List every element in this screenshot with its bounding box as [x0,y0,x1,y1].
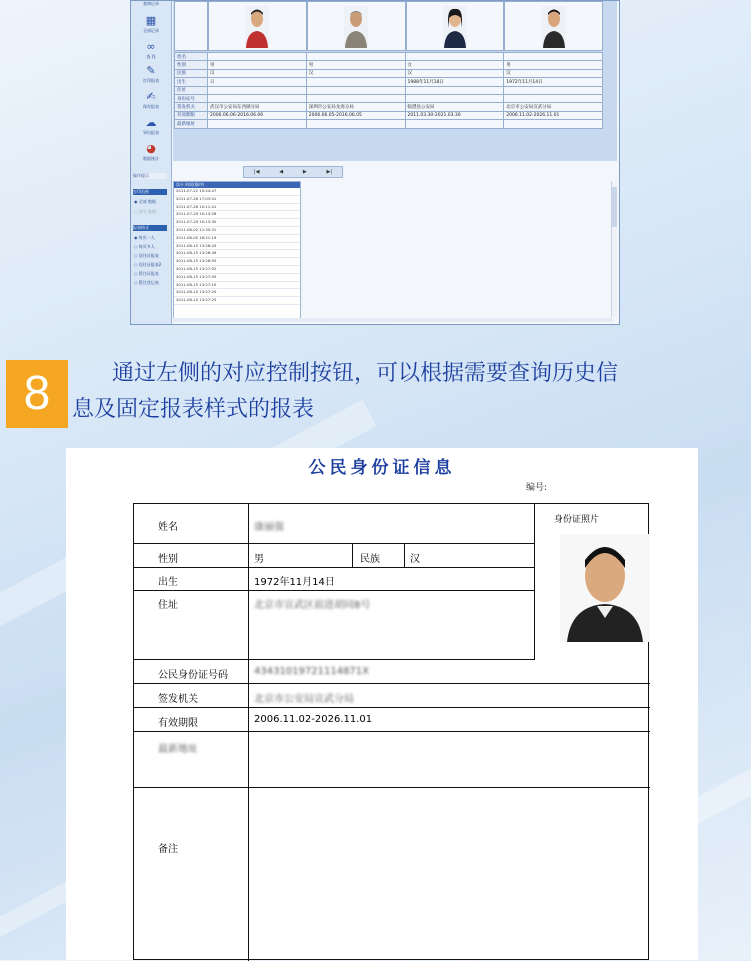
record-cell[interactable] [405,53,504,61]
photo-row-header [174,1,208,51]
format-option-1[interactable]: ◉ 每页一人 [134,235,155,240]
person-photo [542,6,566,48]
sidebar-label: 导出报表 [143,130,159,135]
record-row-label: 姓名 [175,53,208,61]
record-cell[interactable]: 男 [504,61,603,69]
export-report-button[interactable] [135,117,167,136]
id-number-label: 公民身份证号码 [158,670,228,681]
id-number-value: 43431019721114871X [254,666,370,677]
gender-label: 性别 [158,554,178,565]
first-record-button[interactable]: |◀ [253,169,260,175]
record-row [175,86,603,94]
print-range-header: 打印范围 [133,189,167,195]
authority-value: 北京市公安局宣武分局 [254,694,354,705]
record-cell[interactable]: 深圳市公安局龙岗分局 [306,103,405,111]
record-cell[interactable] [504,120,603,128]
report-number-label: 编号: [526,483,548,493]
history-row[interactable]: 2011-07-22 15:24:47 [174,188,300,196]
address-value: 北京市宣武区前进胡同8号 [254,600,371,611]
history-row[interactable]: 2011-08-15 13:26:55 [174,258,300,266]
person-photo [443,6,467,48]
record-cell[interactable] [504,53,603,61]
record-row [175,94,603,102]
record-row [175,120,603,128]
binoculars-icon: ∞ [146,40,156,53]
print-report-button[interactable] [135,65,167,84]
format-option-2[interactable]: ○ 每页多人 [134,244,155,249]
record-cell[interactable]: 2006.06.06-2016.06.06 [208,111,307,119]
sidebar-label: 查询记录 [143,1,159,6]
history-row[interactable]: 2011-08-15 13:27:25 [174,297,300,305]
ethnic-value: 汉 [410,554,420,565]
ethnic-label: 民族 [360,554,380,565]
record-cell[interactable]: 男 [306,61,405,69]
sidebar [131,1,172,324]
scrollbar-thumb[interactable] [612,187,617,227]
person-photo [245,6,269,48]
record-cell[interactable] [306,53,405,61]
report-title: 公民身份证信息 [308,458,456,478]
record-cell[interactable]: 汉 [208,69,307,77]
history-list [173,181,301,319]
record-cell[interactable]: 北京市公安局宣武分局 [504,103,603,111]
record-row-label: 身份证号 [175,94,208,102]
latest-address-label: 最新地址 [158,744,198,755]
record-cell[interactable] [208,86,307,94]
app-window [130,0,620,325]
record-cell[interactable] [504,94,603,102]
valid-label: 有效期限 [158,718,198,729]
id-card-report [66,448,698,960]
sidebar-label: 查 找 [146,54,156,59]
remark-label: 备注 [158,844,178,855]
history-row[interactable]: 2011-08-05 16:21:19 [174,235,300,243]
print-option-all[interactable]: ◉ 全部 数据 [134,199,157,204]
record-cell[interactable]: 武汉市公安局东西湖分局 [208,103,307,111]
record-row-label: 有效期限 [175,111,208,119]
grid-icon: ▦ [145,14,157,27]
previous-record-button[interactable]: ◀ [279,169,284,175]
record-row-label: 出生 [175,78,208,86]
record-row [175,69,603,77]
format-option-label: 暂住登记表 [138,280,159,285]
format-option-label: 居住证报表 [138,253,159,258]
record-cell[interactable]: 2006.06.05-2016.06.05 [306,111,405,119]
history-row[interactable]: 2011-08-15 13:26:49 [174,250,300,258]
person-photo [344,6,368,48]
section-description [72,356,748,428]
id-card-photo [534,534,650,642]
format-option-5[interactable]: ○ 暂住证报表 [134,271,159,276]
history-row[interactable]: 2011-08-15 13:26:43 [174,243,300,251]
format-option-label: 每页一人 [138,235,155,240]
record-cell[interactable]: 汉 [504,69,603,77]
record-cell[interactable] [405,120,504,128]
history-row[interactable]: 2011-07-29 10:13:28 [174,211,300,219]
photo-label: 身份证照片 [554,515,600,525]
next-record-button[interactable]: ▶ [302,169,307,175]
row-gender [134,544,534,568]
format-option-label: 居住证报表2 [138,262,162,267]
birth-value: 1972年11月14日 [254,577,335,588]
format-option-3[interactable]: ○ 居住证报表 [134,253,159,258]
format-option-4[interactable]: ○ 居住证报表2 [134,262,162,267]
record-navigator [243,166,343,178]
sidebar-label: 全部记录 [143,28,159,33]
record-cell[interactable] [208,53,307,61]
vertical-scrollbar[interactable] [611,181,617,317]
section-number-badge: 8 [6,360,68,428]
horizontal-scrollbar[interactable] [173,318,613,322]
address-label: 住址 [158,600,178,611]
record-cell[interactable]: 男 [208,61,307,69]
history-row[interactable]: 2011-07-29 10:13:30 [174,219,300,227]
name-value: 康丽强 [254,522,284,533]
sidebar-label: 打印报表 [143,78,159,83]
record-row [175,61,603,69]
record-cell[interactable] [306,86,405,94]
records-panel [173,1,617,175]
sidebar-label: 保存报表 [143,104,159,109]
record-row [175,111,603,119]
format-option-label: 每页多人 [138,244,155,249]
format-option-label: 暂住证报表 [138,271,159,276]
photo-cell [406,1,505,51]
record-cell[interactable]: 女 [405,61,504,69]
row-name [134,504,534,544]
history-row[interactable]: 2011-08-15 13:27:05 [174,274,300,282]
record-row [175,78,603,86]
history-row[interactable]: 2011-08-15 13:27:10 [174,282,300,290]
record-row-label: 最新地址 [175,120,208,128]
record-cell[interactable]: 汉 [405,69,504,77]
record-cell[interactable]: 汉 [306,69,405,77]
record-cell[interactable]: 日 [208,78,307,86]
authority-label: 签发机关 [158,694,198,705]
history-row[interactable]: 2011-08-02 11:35:31 [174,227,300,235]
birth-label: 出生 [158,577,178,588]
record-cell[interactable]: 1988年11月18日 [405,78,504,86]
record-row-label: 签发机关 [175,103,208,111]
photo-cell [504,1,603,51]
name-label: 姓名 [158,522,178,533]
find-button[interactable] [135,41,167,60]
record-row [175,53,603,61]
history-header: 读卡 时间(顺序) [174,182,300,188]
save-report-button[interactable] [135,91,167,110]
record-cell[interactable] [306,94,405,102]
description-line-2: 息及固定报表样式的报表 [72,397,315,422]
record-cell[interactable] [306,120,405,128]
query-records-button[interactable] [135,1,167,7]
sidebar-label: 数据统计 [143,156,159,161]
all-records-button[interactable] [135,15,167,34]
record-cell[interactable] [504,86,603,94]
save-icon: ✍ [146,90,156,103]
history-row[interactable]: 2011-08-15 13:27:02 [174,266,300,274]
records-table [174,52,603,129]
pie-chart-icon: ◕ [146,142,156,155]
last-record-button[interactable]: ▶| [326,169,333,175]
row-valid [134,708,650,732]
photo-cell [208,1,307,51]
record-cell[interactable]: 临澧县公安局 [405,103,504,111]
statistics-button[interactable] [135,143,167,162]
print-option-label: 部分 数据 [138,209,157,214]
export-icon: ☁ [145,116,157,129]
record-cell[interactable] [405,94,504,102]
report-format-header: 报表格式 [133,225,167,231]
record-row [175,103,603,111]
print-option-label: 全部 数据 [138,199,157,204]
photo-cell [307,1,406,51]
pen-icon: ✎ [146,64,156,77]
photo-row [174,1,603,51]
print-option-partial[interactable]: ○ 部分 数据 [134,209,157,214]
report-table [133,503,649,960]
hint-bar: 操作提示 [133,173,167,179]
record-row-label: 民族 [175,69,208,77]
format-option-6[interactable]: ○ 暂住登记表 [134,280,159,285]
history-row[interactable]: 2011-08-15 13:27:20 [174,289,300,297]
record-cell[interactable] [405,86,504,94]
record-row-label: 住址 [175,86,208,94]
gender-value: 男 [254,554,264,565]
row-authority [134,684,650,708]
history-row[interactable]: 2011-07-26 17:03:41 [174,196,300,204]
description-line-1: 通过左侧的对应控制按钮，可以根据需要查询历史信 [112,361,619,386]
record-cell[interactable]: 1972年11月14日 [504,78,603,86]
record-cell[interactable] [208,94,307,102]
row-latest-address [134,732,650,788]
record-cell[interactable]: 2011.03.30-2021.03.30 [405,111,504,119]
record-cell[interactable] [208,120,307,128]
record-cell[interactable] [306,78,405,86]
history-row[interactable]: 2011-07-26 10:11:41 [174,204,300,212]
record-cell[interactable]: 2006.11.02-2026.11.01 [504,111,603,119]
record-row-label: 性别 [175,61,208,69]
valid-value: 2006.11.02-2026.11.01 [254,714,373,725]
